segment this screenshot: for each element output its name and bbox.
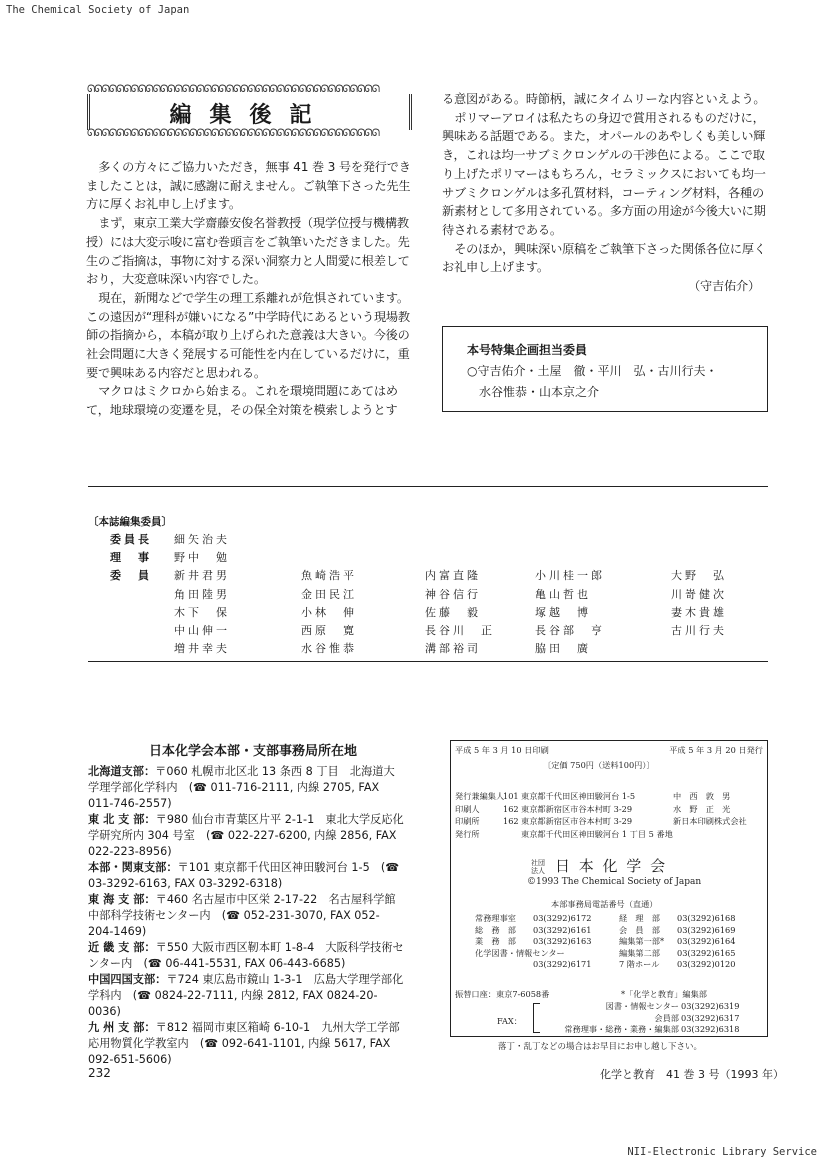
phone-number: 03(3292)6172	[533, 913, 592, 923]
editorial-right-column	[442, 90, 766, 296]
editorial-title-box	[87, 84, 412, 140]
committee-members-line1: ○守吉佑介・土屋 徹・平川 弘・古川行夫・	[467, 364, 718, 378]
board-member-name: 妻木貴雄	[671, 605, 727, 619]
phone-number: 03(3292)6163	[533, 936, 592, 946]
branch-address: 〒724 東広島市鏡山 1-3-1 広島大学理学部化学科内 (☎ 0824-22-7111, 内線 2812, FAX 0824-20-0036)	[88, 973, 404, 1018]
colophon-address: 東京都新宿区市谷本村町 3-29	[521, 803, 633, 814]
colophon-name: 新日本印刷株式会社	[673, 816, 747, 826]
board-member-name: 新井君男	[174, 569, 230, 583]
branch-label: 近 畿 支 部：	[88, 941, 156, 954]
phone-number: 03(3292)6169	[677, 924, 736, 935]
branch-label: 東 北 支 部：	[88, 813, 156, 826]
phone-dept: 常務理事室	[475, 913, 516, 923]
branch-address: 〒101 東京都千代田区神田駿河台 1-5 (☎ 03-3292-6163, FAX 03-3292-6318)	[88, 861, 400, 890]
colophon-name: 中 西 敦 男	[673, 791, 731, 801]
printed-date: 平成 5 年 3 月 10 日印刷	[455, 745, 549, 755]
board-member-name: 小川桂一郎	[535, 569, 605, 583]
phone-number: 03(3292)6164	[677, 936, 736, 946]
board-member-name: 脇田 廣	[535, 642, 591, 656]
colophon-name: 水 野 正 光	[673, 803, 731, 814]
issued-date: 平成 5 年 3 月 20 日発行	[669, 745, 763, 755]
fax-dept: 会員部	[654, 1012, 679, 1023]
board-member-name: 魚崎浩平	[301, 569, 357, 583]
publisher-name: 日 本 化 学 会	[555, 857, 668, 875]
phone-number: 03(3292)0120	[677, 959, 736, 969]
ornament-top: ᘏᘏᘏᘏᘏᘏᘏᘏᘏᘏᘏᘏᘏᘏᘏᘏᘏᘏᘏᘏᘏᘏᘏᘏᘏᘏᘏᘏᘏᘏᘏᘏᘏᘏᘏᘏᘏᘏᘏᘏ	[87, 84, 379, 95]
publisher-prefix: 社団法人	[531, 859, 545, 875]
branch-item	[88, 812, 404, 860]
board-member-name: 水谷惟恭	[301, 642, 357, 656]
branches-list	[88, 764, 404, 1068]
fax-dept: 図書・情報センター	[605, 1001, 679, 1011]
editorial-left-column	[86, 158, 414, 420]
phone-number: 03(3292)6165	[677, 947, 736, 958]
divider	[88, 486, 768, 487]
board-member-name: 塚越 博	[535, 605, 591, 619]
phone-number: 03(3292)6161	[533, 924, 592, 935]
colophon-role: 印刷人	[455, 803, 480, 814]
branch-address: 〒550 大阪市西区靭本町 1-8-4 大阪科学技術センター内 (☎ 06-441-5531, FAX 06-443-6685)	[88, 941, 404, 970]
board-member-name: 亀山哲也	[535, 587, 591, 601]
board-member-name: 川嵜健次	[671, 587, 727, 601]
divider	[88, 661, 768, 662]
journal-issue: 化学と教育 41 巻 3 号（1993 年）	[600, 1068, 784, 1081]
board-member-name: 中山伸一	[174, 624, 230, 637]
note-star: *「化学と教育」編集部	[621, 989, 707, 999]
branch-item	[88, 764, 404, 812]
ornament-bottom: ᘏᘏᘏᘏᘏᘏᘏᘏᘏᘏᘏᘏᘏᘏᘏᘏᘏᘏᘏᘏᘏᘏᘏᘏᘏᘏᘏᘏᘏᘏᘏᘏᘏᘏᘏᘏᘏᘏᘏᘏ	[87, 128, 379, 139]
phone-dept: 業 務 部	[475, 936, 516, 946]
branch-item	[88, 1020, 404, 1068]
paragraph: まず，東京工業大学齋藤安俊名誉教授（現学位授与機構教授）には大変示唆に富む巻頭言をご執筆いただきました。先生のご指摘は，事物に対する深い洞察力と人間愛に根差しており，大変意味深い内容でした。	[86, 216, 410, 287]
editorial-board-heading: 〔本誌編集委員〕	[88, 516, 172, 528]
colophon-zip: 162	[503, 803, 519, 814]
branch-item	[88, 860, 404, 892]
price: 〔定価 750円（送料100円）〕	[543, 760, 655, 770]
special-committee-box	[442, 326, 768, 412]
editorial-title: 編集後記	[169, 103, 330, 128]
board-member-name: 小林 伸	[301, 605, 357, 619]
board-member-name: 細矢治夫	[174, 533, 230, 546]
branch-item	[88, 972, 404, 1020]
phone-number: 03(3292)6171	[533, 959, 592, 969]
fax-bracket	[533, 1003, 540, 1033]
branch-label: 本部・関東支部：	[88, 861, 178, 874]
branch-item	[88, 892, 404, 940]
paragraph: 多くの方々にご協力いただき，無事 41 巻 3 号を発行できましたことは，誠に感謝に耐えません。ご執筆下さった先生方に厚くお礼申し上げます。	[86, 160, 411, 212]
fax-number: 03(3292)6317	[681, 1012, 740, 1023]
board-member-name: 神谷信行	[425, 587, 481, 601]
colophon-address: 東京都千代田区神田駿河台 1 丁目 5 番地	[521, 828, 673, 839]
board-member-name: 角田陸男	[174, 587, 230, 601]
page-number: 232	[88, 1066, 111, 1080]
phone-dept: 編集第一部*	[619, 936, 665, 946]
paragraph: そのほか，興味深い原稿をご執筆下さった関係各位に厚くお礼申し上げます。	[442, 241, 766, 275]
board-member-name: 金田民江	[301, 587, 357, 601]
colophon-role: 発行所	[455, 828, 480, 839]
fax-dept: 常務理事・総務・業務・編集部	[564, 1024, 679, 1034]
board-member-name: 溝部裕司	[425, 642, 481, 656]
paragraph: マクロはミクロから始まる。これを環境問題にあてはめて，地球環境の変遷を見，その保全対策を模索しようとす	[86, 384, 398, 418]
colophon-address: 東京都千代田区神田駿河台 1-5	[521, 791, 636, 801]
board-role: 委員長	[110, 533, 152, 546]
phone-number: 03(3292)6168	[677, 913, 736, 923]
branch-address: 〒460 名古屋市中区栄 2-17-22 名古屋科学館中部科学技術センター内 (☎ 052-231-3070, FAX 052-204-1469)	[88, 893, 396, 938]
fax-label: FAX：	[497, 1016, 522, 1026]
colophon-zip: 162	[503, 816, 519, 826]
board-member-name: 内富直隆	[425, 569, 481, 583]
board-member-name: 大野 弘	[671, 569, 727, 583]
branch-label: 中国四国支部：	[88, 973, 167, 986]
board-member-name: 西原 寛	[301, 624, 357, 637]
phone-dept: 総 務 部	[475, 924, 516, 935]
branch-label: 北海道支部：	[88, 765, 156, 778]
board-member-name: 長谷部 亨	[535, 624, 605, 637]
footer-service: NII-Electronic Library Service	[627, 1146, 817, 1158]
board-member-name: 佐藤 毅	[425, 605, 481, 619]
colophon-address: 東京都新宿区市谷本村町 3-29	[521, 816, 633, 826]
board-role: 委 員	[110, 569, 152, 583]
copyright: ©1993 The Chemical Society of Japan	[527, 877, 702, 887]
phone-dept: 会 員 部	[619, 924, 660, 935]
board-role: 理 事	[110, 551, 152, 565]
board-member-name: 木下 保	[174, 605, 230, 619]
phone-dept: 経 理 部	[619, 913, 660, 923]
branch-label: 九 州 支 部：	[88, 1021, 156, 1034]
fax-number: 03(3292)6319	[681, 1001, 740, 1011]
branch-address: 〒980 仙台市青葉区片平 2-1-1 東北大学反応化学研究所内 304 号室 (☎ 022-227-6200, 内線 2856, FAX 022-223-8956)	[88, 813, 404, 858]
board-member-name: 野中 勉	[174, 551, 230, 565]
colophon-zip: 101	[503, 791, 519, 801]
phone-dept: 化学図書・情報センター	[475, 947, 565, 958]
branches-title: 日本化学会本部・支部事務局所在地	[148, 744, 357, 759]
board-member-name: 増井幸夫	[174, 642, 230, 656]
paragraph: ポリマーアロイは私たちの身辺で賞用されるものだけに，興味ある話題である。また，オパールのあやしくも美しい輝き，これは均一サブミクロンゲルの干渉色による。ここで取り上げたポリマーはもちろん，セラミックスにおいても均一サブミクロンゲルは多孔質材料，コーティング材料，各種の新素材として多用されている。多方面の用途が今後大いに期待される素材である。	[442, 110, 766, 237]
fax-number: 03(3292)6318	[681, 1024, 740, 1034]
paragraph: 現在，新聞などで学生の理工系離れが危惧されています。この遠因が“理科が嫌いになる”中学時代にあるという現場教師の指摘から，本稿が取り上げられた意義は大きい。今後の社会問題に大きく発展する可能性を内在しているだけに，重要で興味ある内容だと思われる。	[86, 290, 410, 380]
committee-members-line2: 水谷惟恭・山本京之介	[479, 385, 600, 399]
editorial-signature: （守吉佑介）	[688, 279, 760, 294]
branch-address: 〒060 札幌市北区北 13 条西 8 丁目 北海道大学理学部化学科内 (☎ 011-716-2111, 内線 2705, FAX 011-746-2557)	[88, 765, 395, 810]
branch-label: 東 海 支 部：	[88, 893, 156, 906]
board-member-name: 古川行夫	[671, 624, 727, 637]
colophon-role: 印刷所	[455, 816, 480, 826]
phone-dept: 編集第二部	[619, 947, 660, 958]
colophon-role: 発行兼編集人	[455, 791, 505, 801]
phone-title: 本部事務局電話番号（直通）	[551, 899, 658, 909]
board-member-name: 長谷川 正	[425, 624, 495, 637]
phone-dept: 7 階ホール	[619, 959, 660, 969]
colophon-box	[450, 740, 768, 1037]
furikae: 振替口座：東京7-6058番	[455, 989, 550, 999]
branch-address: 〒812 福岡市東区箱崎 6-10-1 九州大学工学部応用物質化学教室内 (☎ 092-641-1101, 内線 5617, FAX 092-651-5606)	[88, 1021, 400, 1066]
editorial-board	[88, 514, 768, 656]
header-source: The Chemical Society of Japan	[6, 4, 190, 16]
colophon-notice: 落丁・乱丁などの場合はお早目にお申し越し下さい。	[498, 1042, 703, 1052]
committee-title: 本号特集企画担当委員	[467, 343, 588, 357]
branch-item	[88, 940, 404, 972]
paragraph: る意図がある。時節柄，誠にタイムリーな内容といえよう。	[442, 92, 766, 106]
